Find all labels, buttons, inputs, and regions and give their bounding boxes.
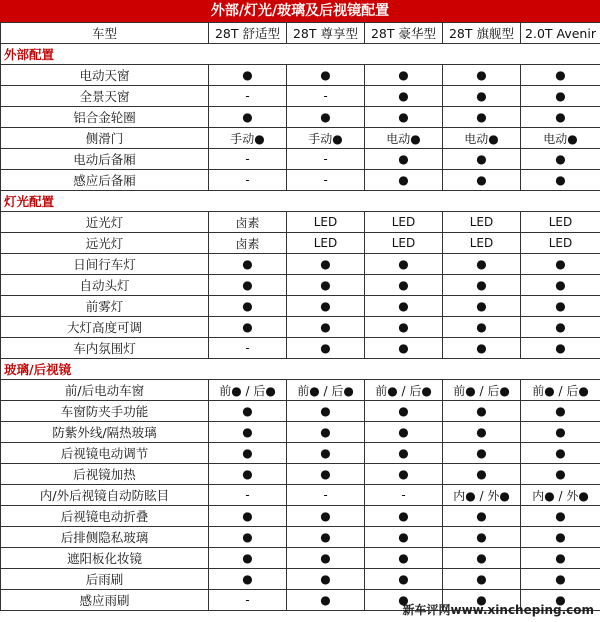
feature-value: ● xyxy=(365,464,443,485)
feature-value: ● xyxy=(209,464,287,485)
feature-value: ● xyxy=(443,464,521,485)
header-trim: 28T 舒适型 xyxy=(209,23,287,44)
table-row xyxy=(1,107,600,128)
table-row xyxy=(1,527,600,548)
feature-value: ● xyxy=(443,65,521,86)
feature-value: ● xyxy=(443,149,521,170)
feature-name: 内/外后视镜自动防眩目 xyxy=(1,485,209,506)
feature-value: ● xyxy=(365,527,443,548)
table-row xyxy=(1,338,600,359)
feature-value: - xyxy=(365,485,443,506)
feature-value: ● xyxy=(521,443,600,464)
feature-value: ● xyxy=(287,464,365,485)
feature-value: ● xyxy=(443,422,521,443)
feature-value: 卤素 xyxy=(209,212,287,233)
feature-value: ● xyxy=(209,317,287,338)
feature-value: ● xyxy=(521,401,600,422)
feature-value: ● xyxy=(521,170,600,191)
feature-name: 前雾灯 xyxy=(1,296,209,317)
feature-value: ● xyxy=(443,548,521,569)
table-row xyxy=(1,506,600,527)
feature-value: - xyxy=(287,86,365,107)
section-header-row xyxy=(1,191,600,212)
feature-value: ● xyxy=(209,401,287,422)
feature-value: ● xyxy=(521,548,600,569)
feature-value: ● xyxy=(365,422,443,443)
feature-value: - xyxy=(287,149,365,170)
feature-value: ● xyxy=(521,86,600,107)
feature-value: ● xyxy=(365,254,443,275)
feature-value: LED xyxy=(521,212,600,233)
feature-value: ● xyxy=(209,107,287,128)
feature-value: ● xyxy=(287,65,365,86)
feature-value: - xyxy=(209,170,287,191)
table-row xyxy=(1,254,600,275)
feature-value: ● xyxy=(443,569,521,590)
feature-value: ● xyxy=(521,296,600,317)
feature-value: ● xyxy=(209,443,287,464)
feature-value: ● xyxy=(287,401,365,422)
feature-value: 前● / 后● xyxy=(287,380,365,401)
feature-name: 后视镜电动调节 xyxy=(1,443,209,464)
feature-value: ● xyxy=(287,254,365,275)
feature-value: ● xyxy=(443,170,521,191)
feature-name: 车内氛围灯 xyxy=(1,338,209,359)
feature-value: ● xyxy=(209,548,287,569)
feature-value: ● xyxy=(443,317,521,338)
feature-value: ● xyxy=(521,506,600,527)
feature-name: 遮阳板化妆镜 xyxy=(1,548,209,569)
spec-table-body xyxy=(1,23,600,611)
feature-value: 电动● xyxy=(365,128,443,149)
feature-value: ● xyxy=(365,86,443,107)
feature-value: 前● / 后● xyxy=(209,380,287,401)
feature-value: 内● / 外● xyxy=(443,485,521,506)
feature-value: ● xyxy=(443,590,521,611)
feature-name: 后排侧隐私玻璃 xyxy=(1,527,209,548)
feature-value: ● xyxy=(443,107,521,128)
feature-value: ● xyxy=(365,338,443,359)
header-trim: 2.0T Avenir xyxy=(521,23,600,44)
feature-value: ● xyxy=(443,296,521,317)
feature-name: 大灯高度可调 xyxy=(1,317,209,338)
feature-value: ● xyxy=(209,296,287,317)
header-feature-label: 车型 xyxy=(1,23,209,44)
feature-value: ● xyxy=(443,275,521,296)
table-row xyxy=(1,569,600,590)
feature-name: 电动天窗 xyxy=(1,65,209,86)
table-row xyxy=(1,443,600,464)
feature-value: ● xyxy=(287,107,365,128)
feature-value: ● xyxy=(443,443,521,464)
feature-name: 铝合金轮圈 xyxy=(1,107,209,128)
feature-value: ● xyxy=(521,569,600,590)
feature-value: ● xyxy=(365,548,443,569)
spec-table xyxy=(0,22,600,611)
feature-name: 近光灯 xyxy=(1,212,209,233)
feature-value: ● xyxy=(443,527,521,548)
feature-value: ● xyxy=(287,548,365,569)
feature-value: ● xyxy=(365,590,443,611)
table-row xyxy=(1,464,600,485)
feature-value: 手动● xyxy=(287,128,365,149)
feature-value: ● xyxy=(521,107,600,128)
table-row xyxy=(1,149,600,170)
feature-value: LED xyxy=(365,233,443,254)
table-row xyxy=(1,296,600,317)
table-row xyxy=(1,86,600,107)
feature-value: ● xyxy=(365,317,443,338)
table-row xyxy=(1,401,600,422)
feature-value: ● xyxy=(521,317,600,338)
feature-name: 后雨刷 xyxy=(1,569,209,590)
feature-value: ● xyxy=(365,275,443,296)
feature-name: 自动头灯 xyxy=(1,275,209,296)
table-row xyxy=(1,548,600,569)
feature-value: LED xyxy=(287,212,365,233)
table-row xyxy=(1,128,600,149)
feature-value: ● xyxy=(209,275,287,296)
table-row xyxy=(1,170,600,191)
feature-value: ● xyxy=(287,422,365,443)
feature-value: ● xyxy=(287,443,365,464)
feature-value: ● xyxy=(287,527,365,548)
feature-value: - xyxy=(209,86,287,107)
feature-value: ● xyxy=(365,296,443,317)
feature-name: 感应后备厢 xyxy=(1,170,209,191)
section-header-row xyxy=(1,359,600,380)
feature-value: 前● / 后● xyxy=(443,380,521,401)
feature-value: ● xyxy=(521,422,600,443)
feature-value: ● xyxy=(443,401,521,422)
header-row xyxy=(1,23,600,44)
feature-value: ● xyxy=(209,527,287,548)
feature-value: 前● / 后● xyxy=(521,380,600,401)
feature-value: ● xyxy=(287,275,365,296)
feature-value: ● xyxy=(443,86,521,107)
section-title: 外部配置 xyxy=(1,44,600,65)
table-row xyxy=(1,233,600,254)
feature-value: ● xyxy=(365,401,443,422)
feature-value: 内● / 外● xyxy=(521,485,600,506)
feature-name: 后视镜电动折叠 xyxy=(1,506,209,527)
feature-value: ● xyxy=(521,338,600,359)
feature-name: 防紫外线/隔热玻璃 xyxy=(1,422,209,443)
feature-value: ● xyxy=(443,506,521,527)
table-row xyxy=(1,275,600,296)
table-row xyxy=(1,485,600,506)
feature-name: 后视镜加热 xyxy=(1,464,209,485)
feature-value: 卤素 xyxy=(209,233,287,254)
feature-name: 电动后备厢 xyxy=(1,149,209,170)
feature-value: ● xyxy=(521,65,600,86)
table-row xyxy=(1,65,600,86)
feature-value: - xyxy=(209,149,287,170)
feature-value: 电动● xyxy=(443,128,521,149)
feature-value: ● xyxy=(287,590,365,611)
feature-value: ● xyxy=(209,65,287,86)
feature-value: - xyxy=(287,170,365,191)
feature-value: - xyxy=(287,485,365,506)
feature-value: ● xyxy=(521,254,600,275)
feature-value: - xyxy=(209,338,287,359)
header-trim: 28T 豪华型 xyxy=(365,23,443,44)
feature-name: 侧滑门 xyxy=(1,128,209,149)
feature-value: ● xyxy=(365,506,443,527)
section-title: 玻璃/后视镜 xyxy=(1,359,600,380)
feature-value: ● xyxy=(443,254,521,275)
feature-value: 电动● xyxy=(521,128,600,149)
table-row xyxy=(1,212,600,233)
feature-value: LED xyxy=(521,233,600,254)
page-title: 外部/灯光/玻璃及后视镜配置 xyxy=(0,0,600,22)
feature-value: ● xyxy=(365,107,443,128)
feature-name: 车窗防夹手功能 xyxy=(1,401,209,422)
feature-name: 感应雨刷 xyxy=(1,590,209,611)
header-trim: 28T 旗舰型 xyxy=(443,23,521,44)
feature-value: ● xyxy=(521,464,600,485)
feature-value: LED xyxy=(365,212,443,233)
feature-value: LED xyxy=(287,233,365,254)
feature-value: ● xyxy=(209,422,287,443)
feature-value: ● xyxy=(521,149,600,170)
feature-value: ● xyxy=(521,527,600,548)
table-row xyxy=(1,422,600,443)
feature-value: ● xyxy=(365,170,443,191)
feature-value: ● xyxy=(365,149,443,170)
feature-value: - xyxy=(209,485,287,506)
feature-value: ● xyxy=(287,506,365,527)
feature-name: 日间行车灯 xyxy=(1,254,209,275)
feature-value: 手动● xyxy=(209,128,287,149)
feature-value: ● xyxy=(209,506,287,527)
feature-value: - xyxy=(209,590,287,611)
feature-value: ● xyxy=(287,317,365,338)
section-title: 灯光配置 xyxy=(1,191,600,212)
feature-value: ● xyxy=(209,569,287,590)
feature-name: 远光灯 xyxy=(1,233,209,254)
feature-value: ● xyxy=(209,254,287,275)
feature-value: ● xyxy=(521,590,600,611)
feature-value: ● xyxy=(287,569,365,590)
feature-value: LED xyxy=(443,212,521,233)
feature-value: ● xyxy=(365,569,443,590)
header-trim: 28T 尊享型 xyxy=(287,23,365,44)
feature-value: ● xyxy=(521,275,600,296)
table-row xyxy=(1,317,600,338)
section-header-row xyxy=(1,44,600,65)
feature-value: ● xyxy=(443,338,521,359)
feature-value: LED xyxy=(443,233,521,254)
feature-name: 全景天窗 xyxy=(1,86,209,107)
watermark-text: 新车评网www.xincheping.com xyxy=(402,603,594,617)
table-row xyxy=(1,380,600,401)
feature-value: ● xyxy=(287,296,365,317)
feature-value: ● xyxy=(365,65,443,86)
feature-value: ● xyxy=(287,338,365,359)
feature-value: ● xyxy=(365,443,443,464)
feature-value: 前● / 后● xyxy=(365,380,443,401)
feature-name: 前/后电动车窗 xyxy=(1,380,209,401)
